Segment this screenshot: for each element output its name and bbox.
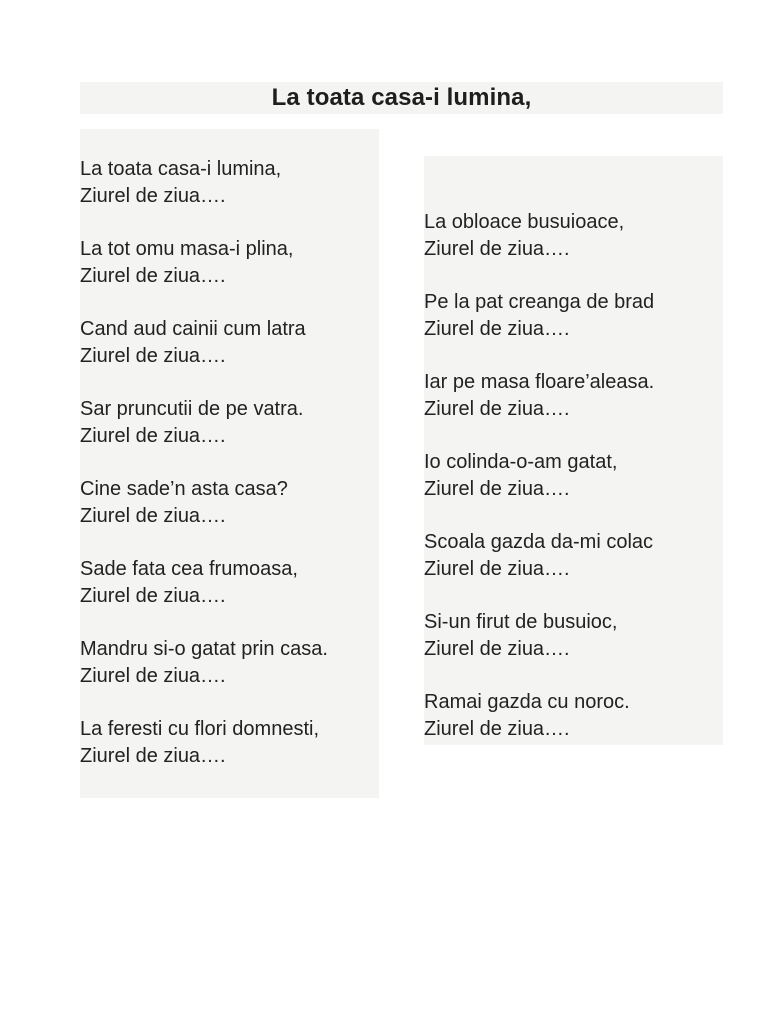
left-column [80, 129, 379, 798]
stanza [80, 156, 379, 210]
refrain-line: Ziurel de ziua…. [80, 745, 226, 767]
stanza [80, 716, 379, 770]
verse-line: La toata casa-i lumina, [80, 158, 282, 180]
right-column [424, 156, 723, 745]
stanza [80, 236, 379, 290]
refrain-line: Ziurel de ziua…. [80, 505, 226, 527]
refrain-line: Ziurel de ziua…. [80, 345, 226, 367]
verse-line: Pe la pat creanga de brad [424, 291, 655, 313]
stanza [424, 289, 723, 343]
stanza [424, 369, 723, 423]
refrain-line: Ziurel de ziua…. [424, 718, 570, 740]
stanza [424, 609, 723, 663]
title-bar [80, 82, 723, 114]
refrain-line: Ziurel de ziua…. [80, 425, 226, 447]
refrain-line: Ziurel de ziua…. [424, 318, 570, 340]
verse-line: Io colinda-o-am gatat, [424, 451, 618, 473]
stanza [80, 636, 379, 690]
verse-line: Cine sade’n asta casa? [80, 478, 288, 500]
refrain-line: Ziurel de ziua…. [80, 185, 226, 207]
verse-line: Iar pe masa floare’aleasa. [424, 371, 655, 393]
refrain-line: Ziurel de ziua…. [424, 238, 570, 260]
stanza [424, 209, 723, 263]
verse-line: Ramai gazda cu noroc. [424, 691, 630, 713]
verse-line: Cand aud cainii cum latra [80, 318, 306, 340]
stanza [80, 396, 379, 450]
verse-line: Mandru si-o gatat prin casa. [80, 638, 328, 660]
stanza [80, 476, 379, 530]
verse-line: Sar pruncutii de pe vatra. [80, 398, 304, 420]
verse-line: La obloace busuioace, [424, 211, 625, 233]
verse-line: Scoala gazda da-mi colac [424, 531, 654, 553]
verse-line: Sade fata cea frumoasa, [80, 558, 298, 580]
stanza [424, 529, 723, 583]
refrain-line: Ziurel de ziua…. [80, 585, 226, 607]
refrain-line: Ziurel de ziua…. [424, 398, 570, 420]
stanza [80, 556, 379, 610]
verse-line: Si-un firut de busuioc, [424, 611, 618, 633]
refrain-line: Ziurel de ziua…. [424, 558, 570, 580]
stanza [424, 689, 723, 743]
refrain-line: Ziurel de ziua…. [80, 665, 226, 687]
refrain-line: Ziurel de ziua…. [424, 478, 570, 500]
verse-line: La tot omu masa-i plina, [80, 238, 294, 260]
page-title: La toata casa-i lumina, [271, 84, 532, 111]
verse-line: La feresti cu flori domnesti, [80, 718, 319, 740]
stanza [80, 316, 379, 370]
refrain-line: Ziurel de ziua…. [424, 638, 570, 660]
stanza [424, 449, 723, 503]
refrain-line: Ziurel de ziua…. [80, 265, 226, 287]
